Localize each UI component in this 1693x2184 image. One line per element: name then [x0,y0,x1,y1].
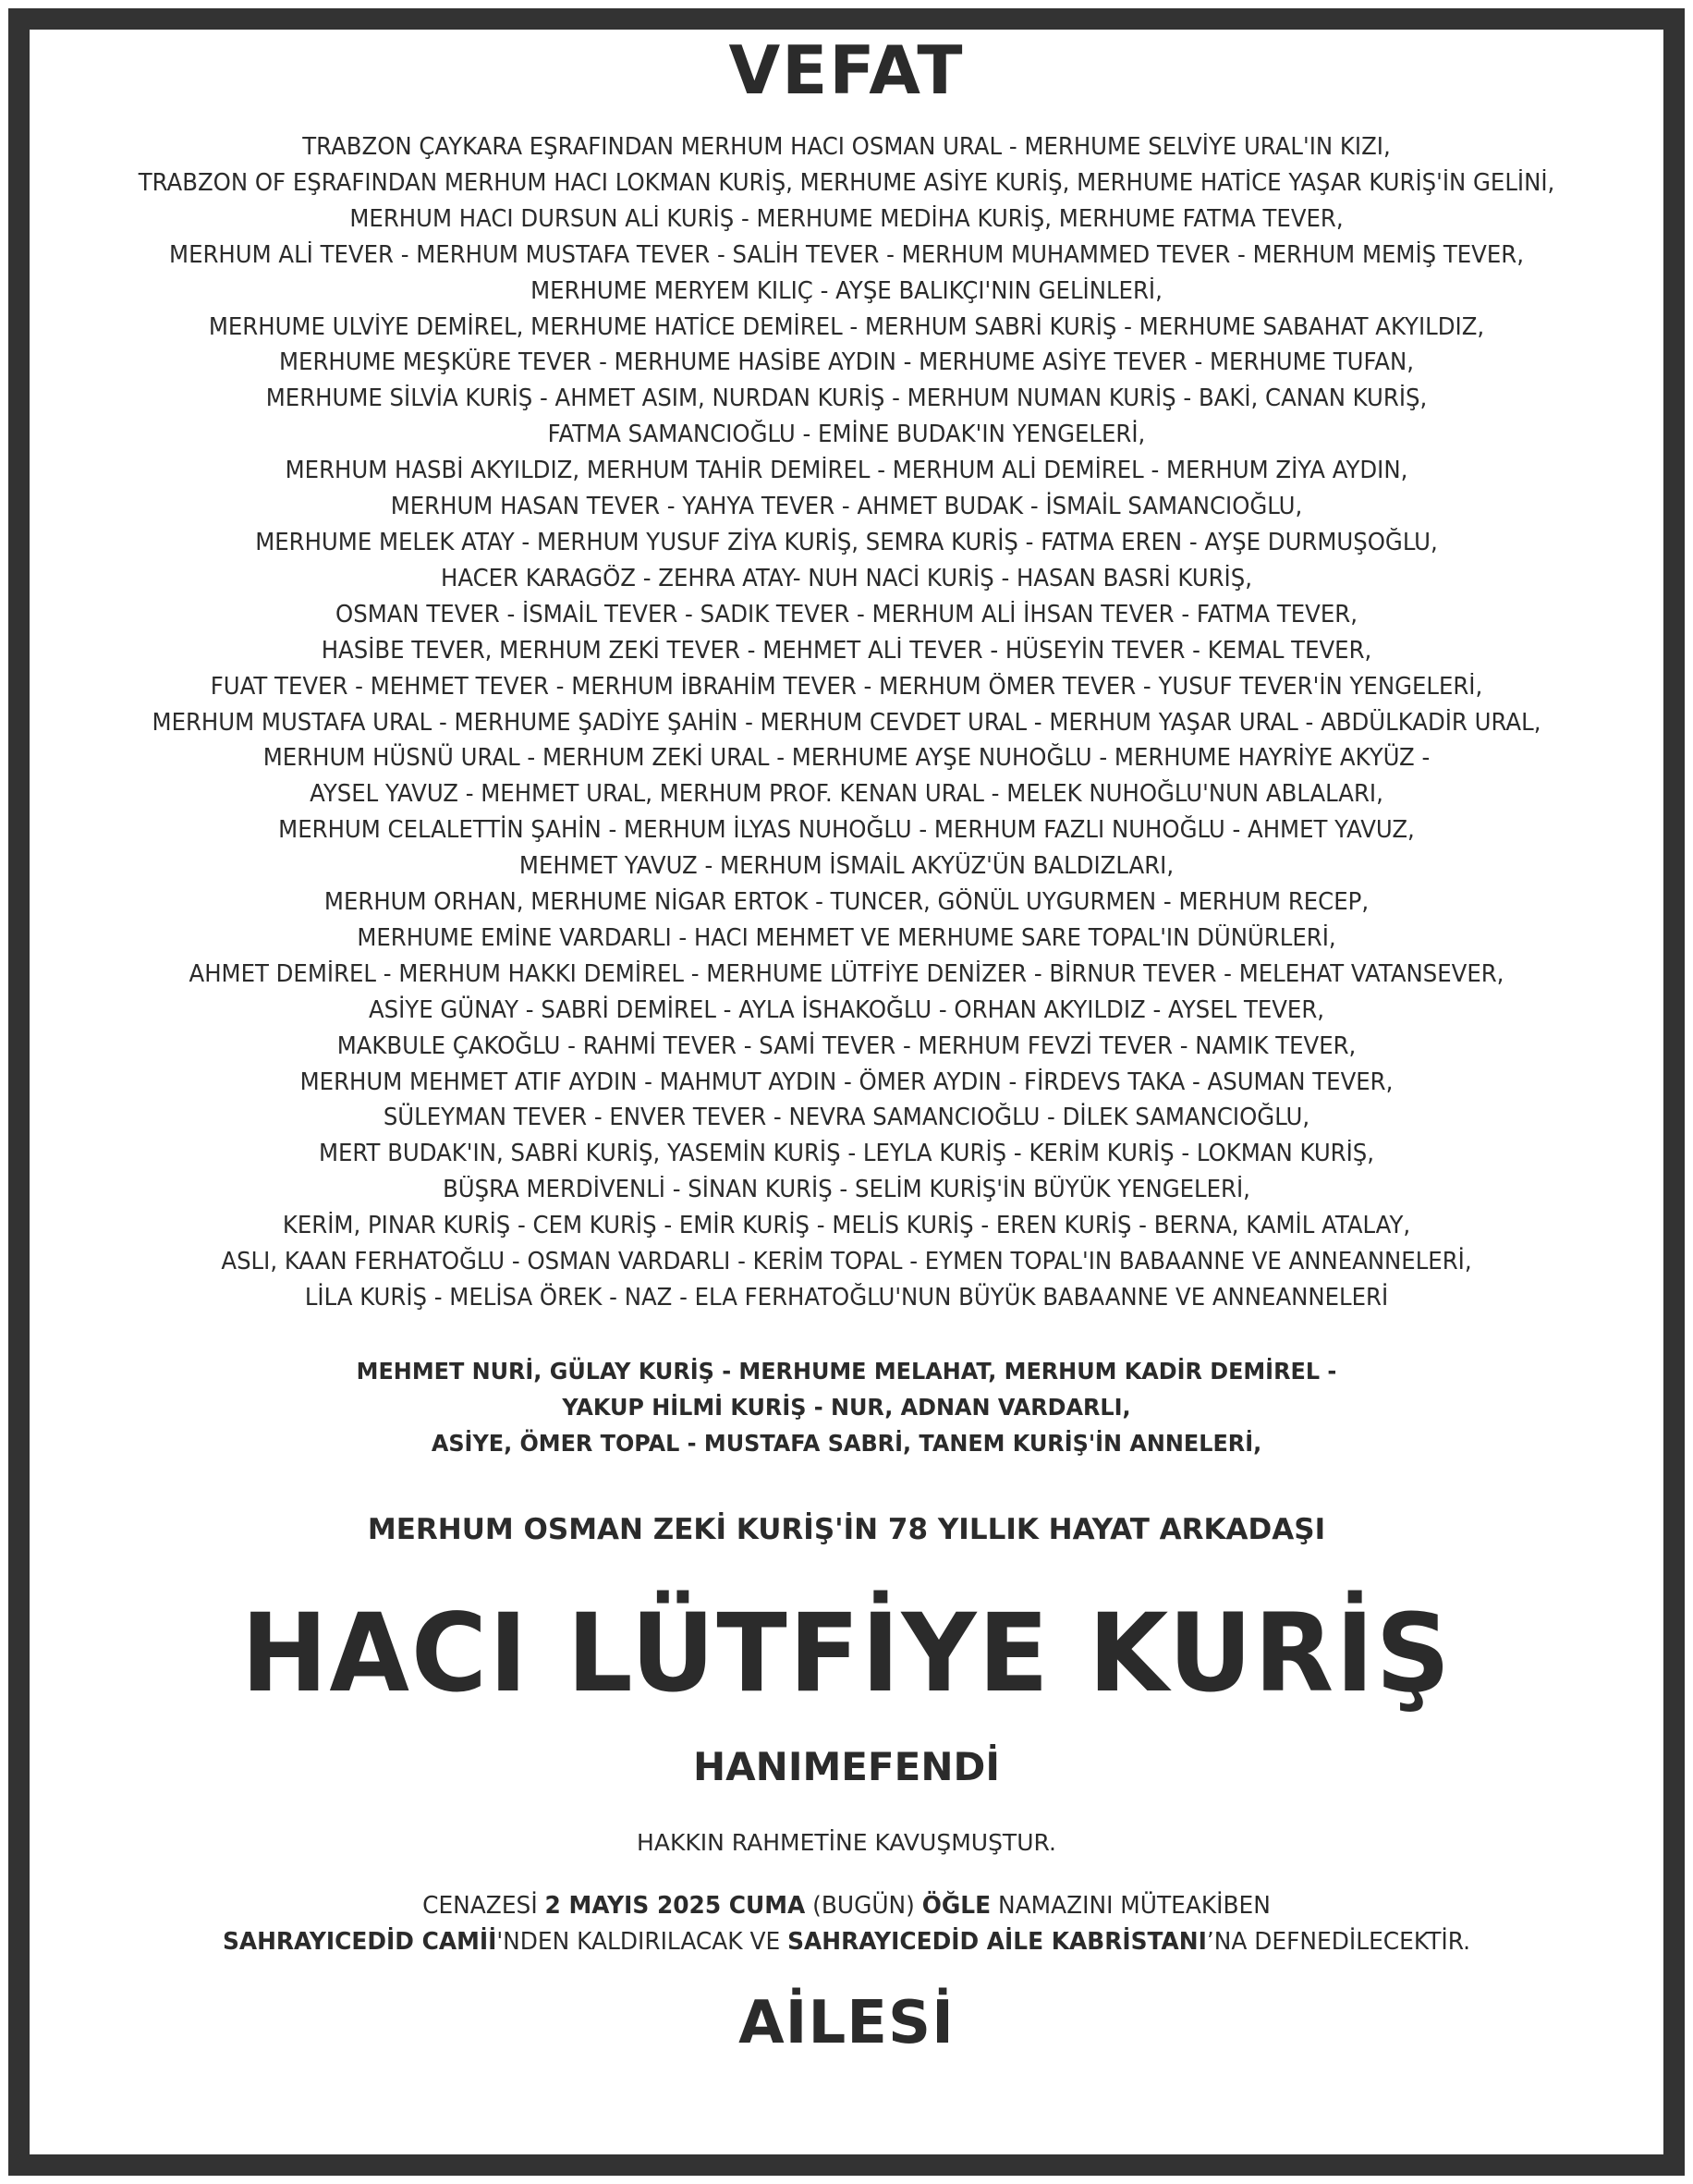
funeral-text: (BUGÜN) [805,1892,922,1921]
honorific: HANIMEFENDİ [693,1744,1000,1790]
relatives-line: LİLA KURİŞ - MELİSA ÖREK - NAZ - ELA FERHATOĞLU'NUN BÜYÜK BABAANNE VE ANNEANNELERİ [304,1284,1389,1312]
deceased-name: HACI LÜTFİYE KURİŞ [240,1590,1453,1717]
relatives-line: MERHUM ORHAN, MERHUME NİGAR ERTOK - TUNCER, GÖNÜL UYGURMEN - MERHUM RECEP, [323,888,1370,917]
relatives-line: MERHUM HASBİ AKYILDIZ, MERHUM TAHİR DEMİREL - MERHUM ALİ DEMİREL - MERHUM ZİYA AYDIN, [285,457,1408,485]
relatives-line: TRABZON OF EŞRAFINDAN MERHUM HACI LOKMAN KURİŞ, MERHUME ASİYE KURİŞ, MERHUME HATİCE YAŞAR KURİŞ'İN GELİNİ, [138,168,1555,197]
relatives-line: AHMET DEMİREL - MERHUM HAKKI DEMİREL - MERHUME LÜTFİYE DENİZER - BİRNUR TEVER - MELEHAT VATANSEVER, [189,959,1504,988]
funeral-text: CENAZESİ [422,1892,545,1921]
relatives-line: MERHUME MELEK ATAY - MERHUM YUSUF ZİYA KURİŞ, SEMRA KURİŞ - FATMA EREN - AYŞE DURMUŞOĞLU, [255,528,1438,556]
death-announcement: HAKKIN RAHMETİNE KAVUŞMUŞTUR. [637,1829,1056,1857]
relatives-line: MERHUME ULVİYE DEMİREL, MERHUME HATİCE DEMİREL - MERHUM SABRİ KURİŞ - MERHUME SABAHAT AKYILDIZ, [208,312,1485,341]
funeral-mosque: SAHRAYICEDİD CAMİİ [222,1928,497,1957]
children-line: MEHMET NURİ, GÜLAY KURİŞ - MERHUME MELAHAT, MERHUM KADİR DEMİREL - [356,1357,1337,1385]
funeral-details [0,1888,1693,1960]
relatives-line: MERHUM ALİ TEVER - MERHUM MUSTAFA TEVER - SALİH TEVER - MERHUM MUHAMMED TEVER - MERHUM MEMİŞ TEVER, [169,240,1524,269]
relatives-list [0,129,1693,1316]
relatives-line: KERİM, PINAR KURİŞ - CEM KURİŞ - EMİR KURİŞ - MELİS KURİŞ - EREN KURİŞ - BERNA, KAMİL ATALAY, [282,1212,1411,1240]
relatives-line: MERHUME SİLVİA KURİŞ - AHMET ASIM, NURDAN KURİŞ - MERHUM NUMAN KURİŞ - BAKİ, CANAN KURİŞ, [265,384,1428,413]
relatives-line: MERHUME MEŞKÜRE TEVER - MERHUME HASİBE AYDIN - MERHUME ASİYE TEVER - MERHUME TUFAN, [278,348,1414,377]
relatives-line: MERHUM HACI DURSUN ALİ KURİŞ - MERHUME MEDİHA KURİŞ, MERHUME FATMA TEVER, [349,204,1344,233]
family-signature: AİLESİ [738,1989,955,2058]
funeral-text: 'NDEN KALDIRILACAK VE [496,1928,788,1957]
children-list [0,1353,1693,1461]
relatives-line: MERT BUDAK'IN, SABRİ KURİŞ, YASEMİN KURİŞ - LEYLA KURİŞ - KERİM KURİŞ - LOKMAN KURİŞ, [318,1140,1375,1168]
relatives-line: HASİBE TEVER, MERHUM ZEKİ TEVER - MEHMET ALİ TEVER - HÜSEYİN TEVER - KEMAL TEVER, [321,636,1372,665]
funeral-text: NAMAZINI MÜTEAKİBEN [991,1892,1271,1921]
relatives-line: MERHUM MEHMET ATIF AYDIN - MAHMUT AYDIN - ÖMER AYDIN - FİRDEVS TAKA - ASUMAN TEVER, [299,1068,1394,1096]
relatives-line: MERHUM CELALETTİN ŞAHİN - MERHUM İLYAS NUHOĞLU - MERHUM FAZLI NUHOĞLU - AHMET YAVUZ, [278,816,1415,845]
relatives-line: MERHUM HÜSNÜ URAL - MERHUM ZEKİ URAL - MERHUME AYŞE NUHOĞLU - MERHUME HAYRİYE AKYÜZ - [262,744,1431,773]
relatives-line: MERHUME MERYEM KILIÇ - AYŞE BALIKÇI'NIN GELİNLERİ, [530,276,1163,305]
children-line: YAKUP HİLMİ KURİŞ - NUR, ADNAN VARDARLI, [562,1393,1131,1421]
relatives-line: HACER KARAGÖZ - ZEHRA ATAY- NUH NACİ KURİŞ - HASAN BASRİ KURİŞ, [441,564,1252,592]
funeral-prayer: ÖĞLE [921,1892,992,1921]
relatives-line: FUAT TEVER - MEHMET TEVER - MERHUM İBRAHİM TEVER - MERHUM ÖMER TEVER - YUSUF TEVER'İN YENGELERİ, [210,672,1483,701]
relatives-line: AYSEL YAVUZ - MEHMET URAL, MERHUM PROF. KENAN URAL - MELEK NUHOĞLU'NUN ABLALARI, [310,780,1383,809]
funeral-line-1 [37,1888,1656,1924]
children-line: ASİYE, ÖMER TOPAL - MUSTAFA SABRİ, TANEM KURİŞ'İN ANNELERİ, [431,1429,1262,1457]
relatives-line: MERHUM MUSTAFA URAL - MERHUME ŞADİYE ŞAHİN - MERHUM CEVDET URAL - MERHUM YAŞAR URAL - ABDÜLKADİR URAL, [152,708,1541,737]
relatives-line: MERHUM HASAN TEVER - YAHYA TEVER - AHMET BUDAK - İSMAİL SAMANCIOĞLU, [390,493,1303,521]
relatives-line: BÜŞRA MERDİVENLİ - SİNAN KURİŞ - SELİM KURİŞ'İN BÜYÜK YENGELERİ, [443,1176,1250,1204]
relatives-line: ASLI, KAAN FERHATOĞLU - OSMAN VARDARLI - KERİM TOPAL - EYMEN TOPAL'IN BABAANNE VE ANNEANNELERİ, [221,1248,1472,1276]
relatives-line: SÜLEYMAN TEVER - ENVER TEVER - NEVRA SAMANCIOĞLU - DİLEK SAMANCIOĞLU, [383,1104,1310,1132]
funeral-cemetery: SAHRAYICEDİD AİLE KABRİSTANI [787,1928,1207,1957]
funeral-date: 2 MAYIS 2025 CUMA [544,1892,806,1921]
spouse-line: MERHUM OSMAN ZEKİ KURİŞ'İN 78 YILLIK HAYAT ARKADAŞI [367,1512,1326,1546]
relatives-line: MAKBULE ÇAKOĞLU - RAHMİ TEVER - SAMİ TEVER - MERHUM FEVZİ TEVER - NAMIK TEVER, [336,1031,1357,1060]
relatives-line: MEHMET YAVUZ - MERHUM İSMAİL AKYÜZ'ÜN BALDIZLARI, [518,852,1175,881]
relatives-line: MERHUME EMİNE VARDARLI - HACI MEHMET VE MERHUME SARE TOPAL'IN DÜNÜRLERİ, [357,923,1336,952]
relatives-line: OSMAN TEVER - İSMAİL TEVER - SADIK TEVER - MERHUM ALİ İHSAN TEVER - FATMA TEVER, [335,600,1358,628]
relatives-line: TRABZON ÇAYKARA EŞRAFINDAN MERHUM HACI OSMAN URAL - MERHUME SELVİYE URAL'IN KIZI, [302,133,1391,161]
funeral-text: ’NA DEFNEDİLECEKTİR. [1206,1928,1471,1957]
relatives-line: ASİYE GÜNAY - SABRİ DEMİREL - AYLA İSHAKOĞLU - ORHAN AKYILDIZ - AYSEL TEVER, [368,995,1325,1024]
funeral-line-2 [37,1924,1656,1960]
notice-title: VEFAT [728,31,965,109]
relatives-line: FATMA SAMANCIOĞLU - EMİNE BUDAK'IN YENGELERİ, [547,421,1146,449]
